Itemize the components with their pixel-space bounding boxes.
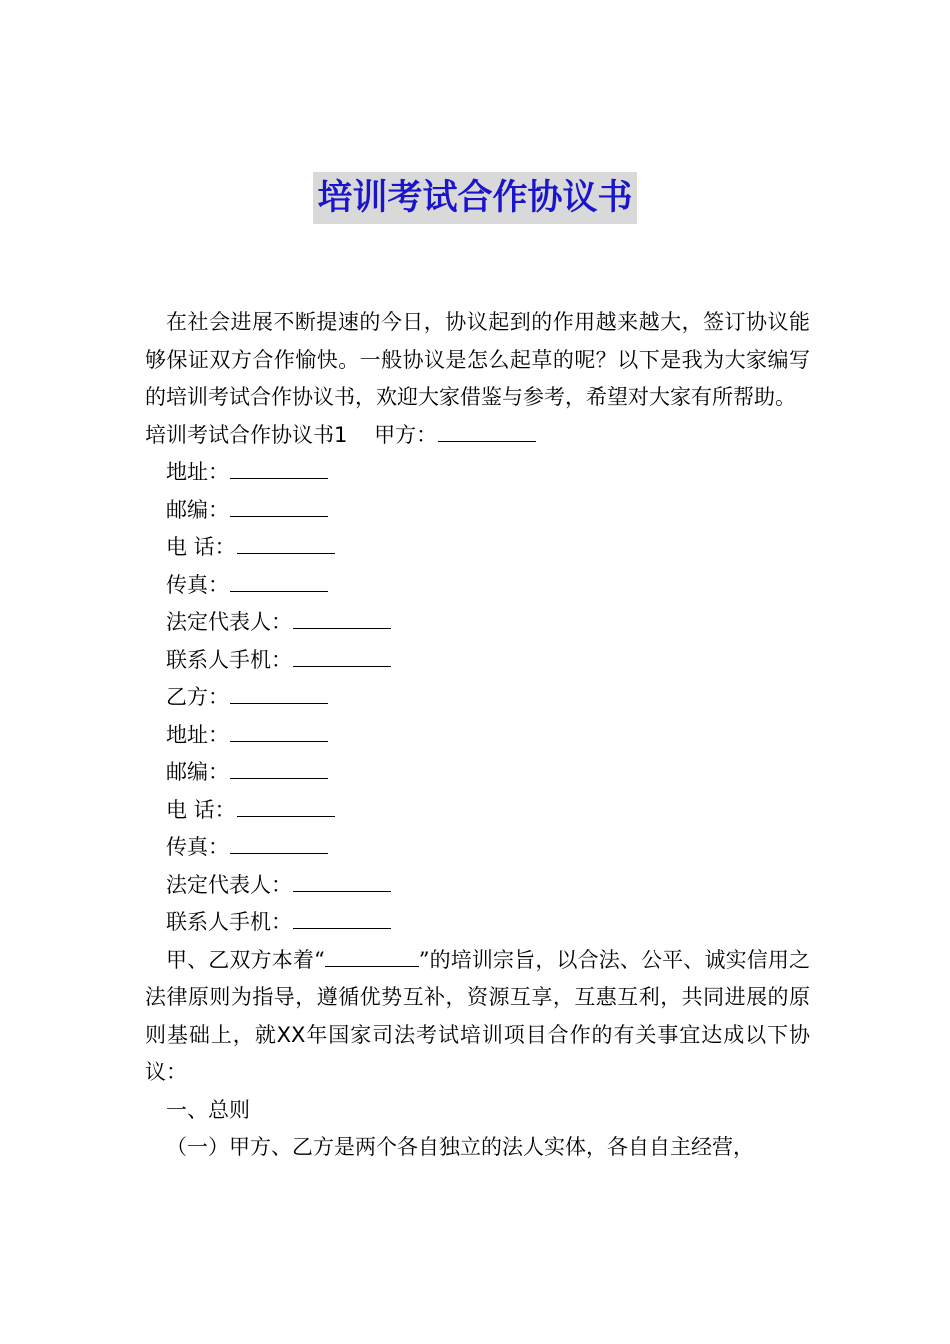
field-label: 联系人手机： [166,647,292,672]
party-b-field [145,717,810,755]
fill-blank [293,906,391,929]
fill-blank [293,606,391,629]
party-b-field [145,867,810,905]
fill-blank [230,831,328,854]
fill-blank [293,869,391,892]
section-heading-text: 培训考试合作协议书 [145,422,334,447]
fill-blank [230,456,328,479]
agreement-paragraph [145,942,810,1092]
fill-blank [293,644,391,667]
fill-blank [237,794,335,817]
document-body [145,304,810,1167]
fill-blank [230,756,328,779]
field-label: 地址： [166,722,229,747]
party-b-field [145,829,810,867]
agreement-text-3: 年国家司法考试培训项目合作的有关事宜达成以下协议： [145,1022,811,1084]
fill-blank [230,719,328,742]
fill-blank [230,494,328,517]
field-label: 地址： [166,460,229,484]
field-label: 邮编： [166,497,229,522]
party-a-field [145,492,810,530]
title-wrap [0,172,950,224]
fill-blank [230,569,328,592]
intro-paragraph: 在社会进展不断提速的今日，协议起到的作用越来越大，签订协议能够保证双方合作愉快。一般协议是怎么起草的呢？以下是我为大家编写的培训考试合作协议书，欢迎大家借鉴与参考，希望对大家有所帮助。 [145,310,810,409]
field-label: 法定代表人： [166,872,292,897]
purpose-blank [325,944,419,967]
party-a-field [145,454,810,492]
party-b-heading [145,679,810,717]
party-a-label: 甲方： [374,422,438,447]
party-b-blank [230,681,328,704]
party-b-label: 乙方： [166,685,229,709]
field-label: 电 话： [166,797,236,822]
field-label: 电 话： [166,535,236,559]
field-label: 法定代表人： [166,610,292,634]
party-b-field [145,754,810,792]
field-label: 传真： [166,572,229,597]
clause-paragraph: （一）甲方、乙方是两个各自独立的法人实体，各自自主经营， [166,1135,754,1159]
party-b-field [145,904,810,942]
party-a-field [145,642,810,680]
agreement-text-1: 甲、乙双方本着“ [166,947,325,972]
chapter-heading: 一、总则 [166,1097,250,1122]
party-a-blank [438,419,536,442]
agreement-text-2: ”的培训宗旨，以合法、公平、诚实信用之法律原则为指导，遵循优势互补，资源互享，互惠互利，共同进展的原则基础上，就 [145,947,810,1047]
field-label: 邮编： [166,760,229,784]
party-b-field [145,792,810,830]
fill-blank [237,531,335,554]
party-a-field [145,567,810,605]
field-label: 联系人手机： [166,910,292,934]
section-heading [145,417,810,455]
party-a-field [145,529,810,567]
document-title: 培训考试合作协议书 [313,172,636,224]
field-label: 传真： [166,835,229,859]
party-a-field [145,604,810,642]
section-heading-number: 1 [334,422,348,447]
agreement-year-placeholder: XX [276,1022,306,1047]
